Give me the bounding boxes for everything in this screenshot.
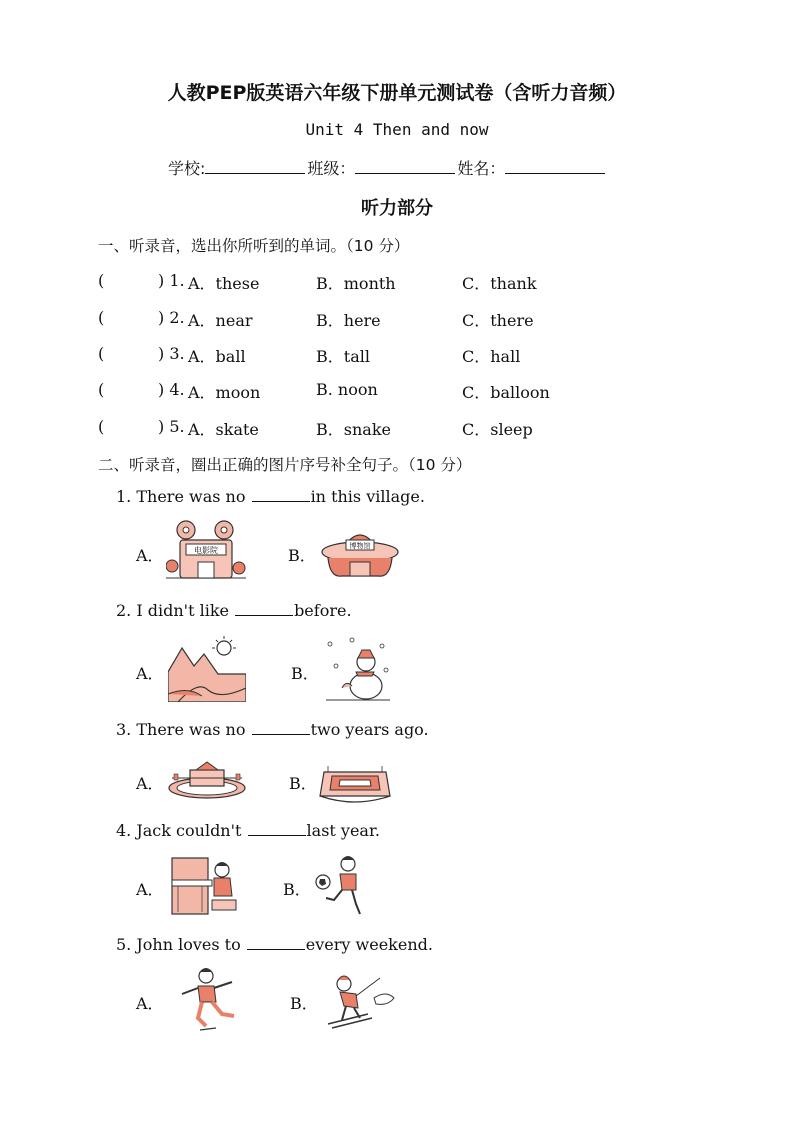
answer-paren-open[interactable]: ( — [98, 308, 105, 327]
option-b: B．here — [316, 311, 381, 330]
option-a-label[interactable]: A． — [136, 546, 164, 565]
part1-heading: 一、听录音，选出你所听到的单词。（10 分） — [98, 237, 410, 255]
option-a: A．these — [188, 274, 260, 293]
question-number: ) 5. — [158, 417, 185, 436]
answer-paren-open[interactable]: ( — [98, 344, 105, 363]
option-a-label[interactable]: A． — [136, 664, 164, 683]
answer-paren-open[interactable]: ( — [98, 271, 105, 290]
question-number: ) 1. — [158, 271, 185, 290]
class-label: 班级： — [307, 159, 356, 178]
part2-heading: 二、听录音，圈出正确的图片序号补全句子。（10 分） — [98, 456, 472, 474]
option-b-label[interactable]: B． — [288, 546, 316, 565]
sentence-text: every weekend. — [305, 935, 433, 954]
option-c: C．hall — [462, 347, 521, 366]
school-blank[interactable] — [205, 157, 305, 174]
sentence-text: in this village. — [310, 487, 425, 506]
answer-blank[interactable] — [247, 935, 305, 950]
answer-blank[interactable] — [235, 601, 293, 616]
class-blank[interactable] — [355, 157, 455, 174]
question-row — [98, 417, 698, 439]
option-c: C．there — [462, 311, 534, 330]
name-label: 姓名： — [457, 159, 506, 178]
option-c: C．sleep — [462, 420, 533, 439]
page-title: 人教PEP版英语六年级下册单元测试卷（含听力音频） — [167, 82, 627, 104]
school-label: 学校: — [168, 159, 206, 178]
question-number: ) 2. — [158, 308, 185, 327]
option-a-label[interactable]: A． — [136, 880, 164, 899]
sentence-1 — [116, 487, 425, 506]
question-row — [98, 344, 698, 366]
sentence-text: two years ago. — [310, 720, 429, 739]
playing-piano-picture[interactable] — [170, 852, 240, 916]
museum-sign: 博物馆 — [349, 542, 371, 550]
sentence-5 — [116, 935, 433, 954]
option-b-label[interactable]: B． — [290, 994, 318, 1013]
answer-blank[interactable] — [252, 487, 310, 502]
sentence-text: last year. — [306, 821, 380, 840]
cinema-sign: 电影院 — [194, 546, 218, 555]
cinema-picture[interactable] — [166, 518, 246, 582]
option-b: B．snake — [316, 420, 391, 439]
question-number: ) 4. — [158, 380, 185, 399]
option-a: A．moon — [188, 383, 261, 402]
option-a-label[interactable]: A． — [136, 774, 164, 793]
question-number: ) 3. — [158, 344, 185, 363]
sentence-text: 5. John loves to — [116, 935, 246, 954]
stadium-picture[interactable] — [318, 758, 392, 808]
option-a: A．ball — [188, 347, 246, 366]
question-row — [98, 271, 698, 293]
playing-football-picture[interactable] — [312, 852, 372, 918]
sentence-text: before. — [294, 601, 352, 620]
answer-paren-open[interactable]: ( — [98, 417, 105, 436]
name-blank[interactable] — [505, 157, 605, 174]
ice-skating-picture[interactable] — [176, 966, 240, 1032]
sentence-text: 4. Jack couldn't — [116, 821, 247, 840]
option-b: B．tall — [316, 347, 370, 366]
sentence-4 — [116, 821, 380, 840]
gym-picture[interactable] — [166, 756, 248, 802]
option-a: A．near — [188, 311, 253, 330]
unit-subtitle: Unit 4 Then and now — [305, 120, 489, 139]
option-c: C．balloon — [462, 383, 550, 402]
option-b-label[interactable]: B． — [283, 880, 311, 899]
sentence-text: 3. There was no — [116, 720, 251, 739]
section-title: 听力部分 — [361, 198, 433, 219]
summer-picture[interactable] — [168, 634, 246, 702]
sentence-2 — [116, 601, 352, 620]
option-b: B. noon — [316, 380, 378, 399]
option-b-label[interactable]: B． — [289, 774, 317, 793]
question-row — [98, 308, 698, 330]
question-row — [98, 380, 698, 402]
student-info-line — [168, 156, 607, 179]
winter-picture[interactable] — [322, 636, 392, 704]
sentence-3 — [116, 720, 429, 739]
skiing-picture[interactable] — [324, 974, 398, 1030]
answer-blank[interactable] — [248, 821, 306, 836]
option-b-label[interactable]: B． — [291, 664, 319, 683]
museum-picture[interactable] — [320, 520, 400, 582]
option-b: B．month — [316, 274, 396, 293]
option-a: A．skate — [188, 420, 259, 439]
sentence-text: 1. There was no — [116, 487, 251, 506]
answer-blank[interactable] — [252, 720, 310, 735]
sentence-text: 2. I didn't like — [116, 601, 235, 620]
option-a-label[interactable]: A． — [136, 994, 164, 1013]
option-c: C．thank — [462, 274, 537, 293]
answer-paren-open[interactable]: ( — [98, 380, 105, 399]
